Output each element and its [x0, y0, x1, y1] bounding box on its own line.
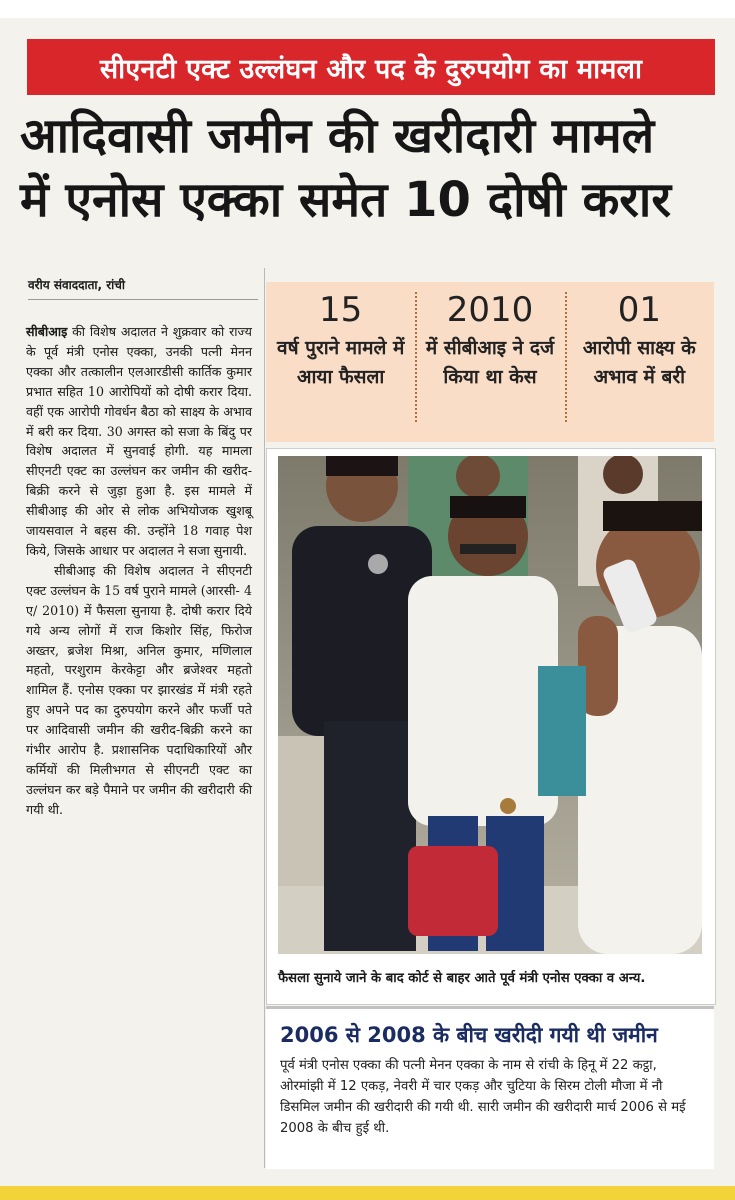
sidebar-title: 2006 से 2008 के बीच खरीदी गयी थी जमीन — [280, 1023, 658, 1047]
fact-text: वर्ष पुराने मामले में आया फैसला — [277, 337, 405, 388]
article-body — [26, 322, 252, 820]
fact-number: 2010 — [446, 290, 534, 330]
fact-number: 01 — [617, 290, 661, 330]
fact-item — [565, 282, 714, 442]
photo-illustration — [278, 456, 702, 954]
fact-number: 15 — [319, 290, 363, 330]
byline: वरीय संवाददाता, रांची — [28, 276, 258, 300]
fact-item — [266, 282, 415, 442]
sidebar-box — [266, 1006, 714, 1169]
top-page-strip — [0, 0, 735, 18]
article-paragraph-1-text: की विशेष अदालत ने शुक्रवार को राज्य के पूर्व मंत्री एनोस एक्का, उनकी पत्नी मेनन एक्का और तत्कालीन एलआरडीसी कार्तिक कुमार प्रभात सहित 10 आरोपियों को दोषी करार दिया. वहीं एक आरोपी गोवर्धन बैठा को साक्ष्य के अभाव में बरी कर दिया. 30 अगस्त को सजा के बिंदु पर विशेष अदालत में सुनवाई होगी. यह मामला सीएनटी एक्ट का उल्लंघन कर जमीन की खरीद-बिक्री करने से जुड़ा हुआ है. इस मामले में सीबीआइ की ओर से लोक अभियोजक खुशबू जायसवाल ने बहस की. उन्होंने 18 गवाह पेश किये, जिसके आधार पर अदालत ने सजा सुनायी. — [26, 324, 252, 558]
headline-line-2: में एनोस एक्का समेत 10 दोषी करार — [20, 172, 671, 228]
fact-text: आरोपी साक्ष्य के अभाव में बरी — [582, 337, 696, 388]
photo-caption: फैसला सुनाये जाने के बाद कोर्ट से बाहर आते पूर्व मंत्री एनोस एक्का व अन्य. — [278, 971, 646, 986]
article-paragraph-1 — [26, 322, 252, 561]
kicker-banner: सीएनटी एक्ट उल्लंघन और पद के दुरुपयोग का मामला — [27, 39, 715, 95]
facts-box — [266, 282, 714, 442]
fact-text: में सीबीआइ ने दर्ज किया था केस — [425, 337, 555, 388]
column-divider — [264, 268, 265, 1168]
headline-line-1: आदिवासी जमीन की खरीदारी मामले — [20, 108, 655, 164]
fact-item — [415, 282, 564, 442]
headline — [20, 104, 720, 232]
news-photo — [278, 456, 702, 954]
sidebar-body: पूर्व मंत्री एनोस एक्का की पत्नी मेनन एक्का के नाम से रांची के हिनू में 22 कट्ठा, ओरमांझी में 12 एकड़, नेवरी में चार एकड़ और चुटिया के सिरम टोली मौजा में नौ डिसमिल जमीन की खरीदारी की गयी थी. सारी जमीन की खरीदारी मार्च 2006 से मई 2008 के बीच हुई थी. — [280, 1058, 686, 1136]
article-lead-bold: सीबीआइ — [26, 324, 68, 339]
article-paragraph-2: सीबीआइ की विशेष अदालत ने सीएनटी एक्ट उल्लंघन के 15 वर्ष पुराने मामले (आरसी- 4 ए/ 2010) में फैसला सुनाया है. दोषी करार दिये गये अन्य लोगों में राज किशोर सिंह, फिरोज अख्तर, ब्रजेश मिश्रा, अनिल कुमार, मणिलाल महतो, परशुराम केरकेट्टा और ब्रजेश्वर महतो शामिल हैं. एनोस एक्का पर झारखंड में मंत्री रहते हुए अपने पद का दुरुपयोग करने और फर्जी पते पर आदिवासी जमीन की खरीद-बिक्री करने का गंभीर आरोप है. प्रशासनिक पदाधिकारियों और कर्मियों की मिलीभगत से सीएनटी एक्ट का उल्लंघन कर बड़े पैमाने पर जमीन की खरीदारी की गयी थी. — [26, 562, 252, 817]
bottom-page-strip — [0, 1186, 735, 1200]
